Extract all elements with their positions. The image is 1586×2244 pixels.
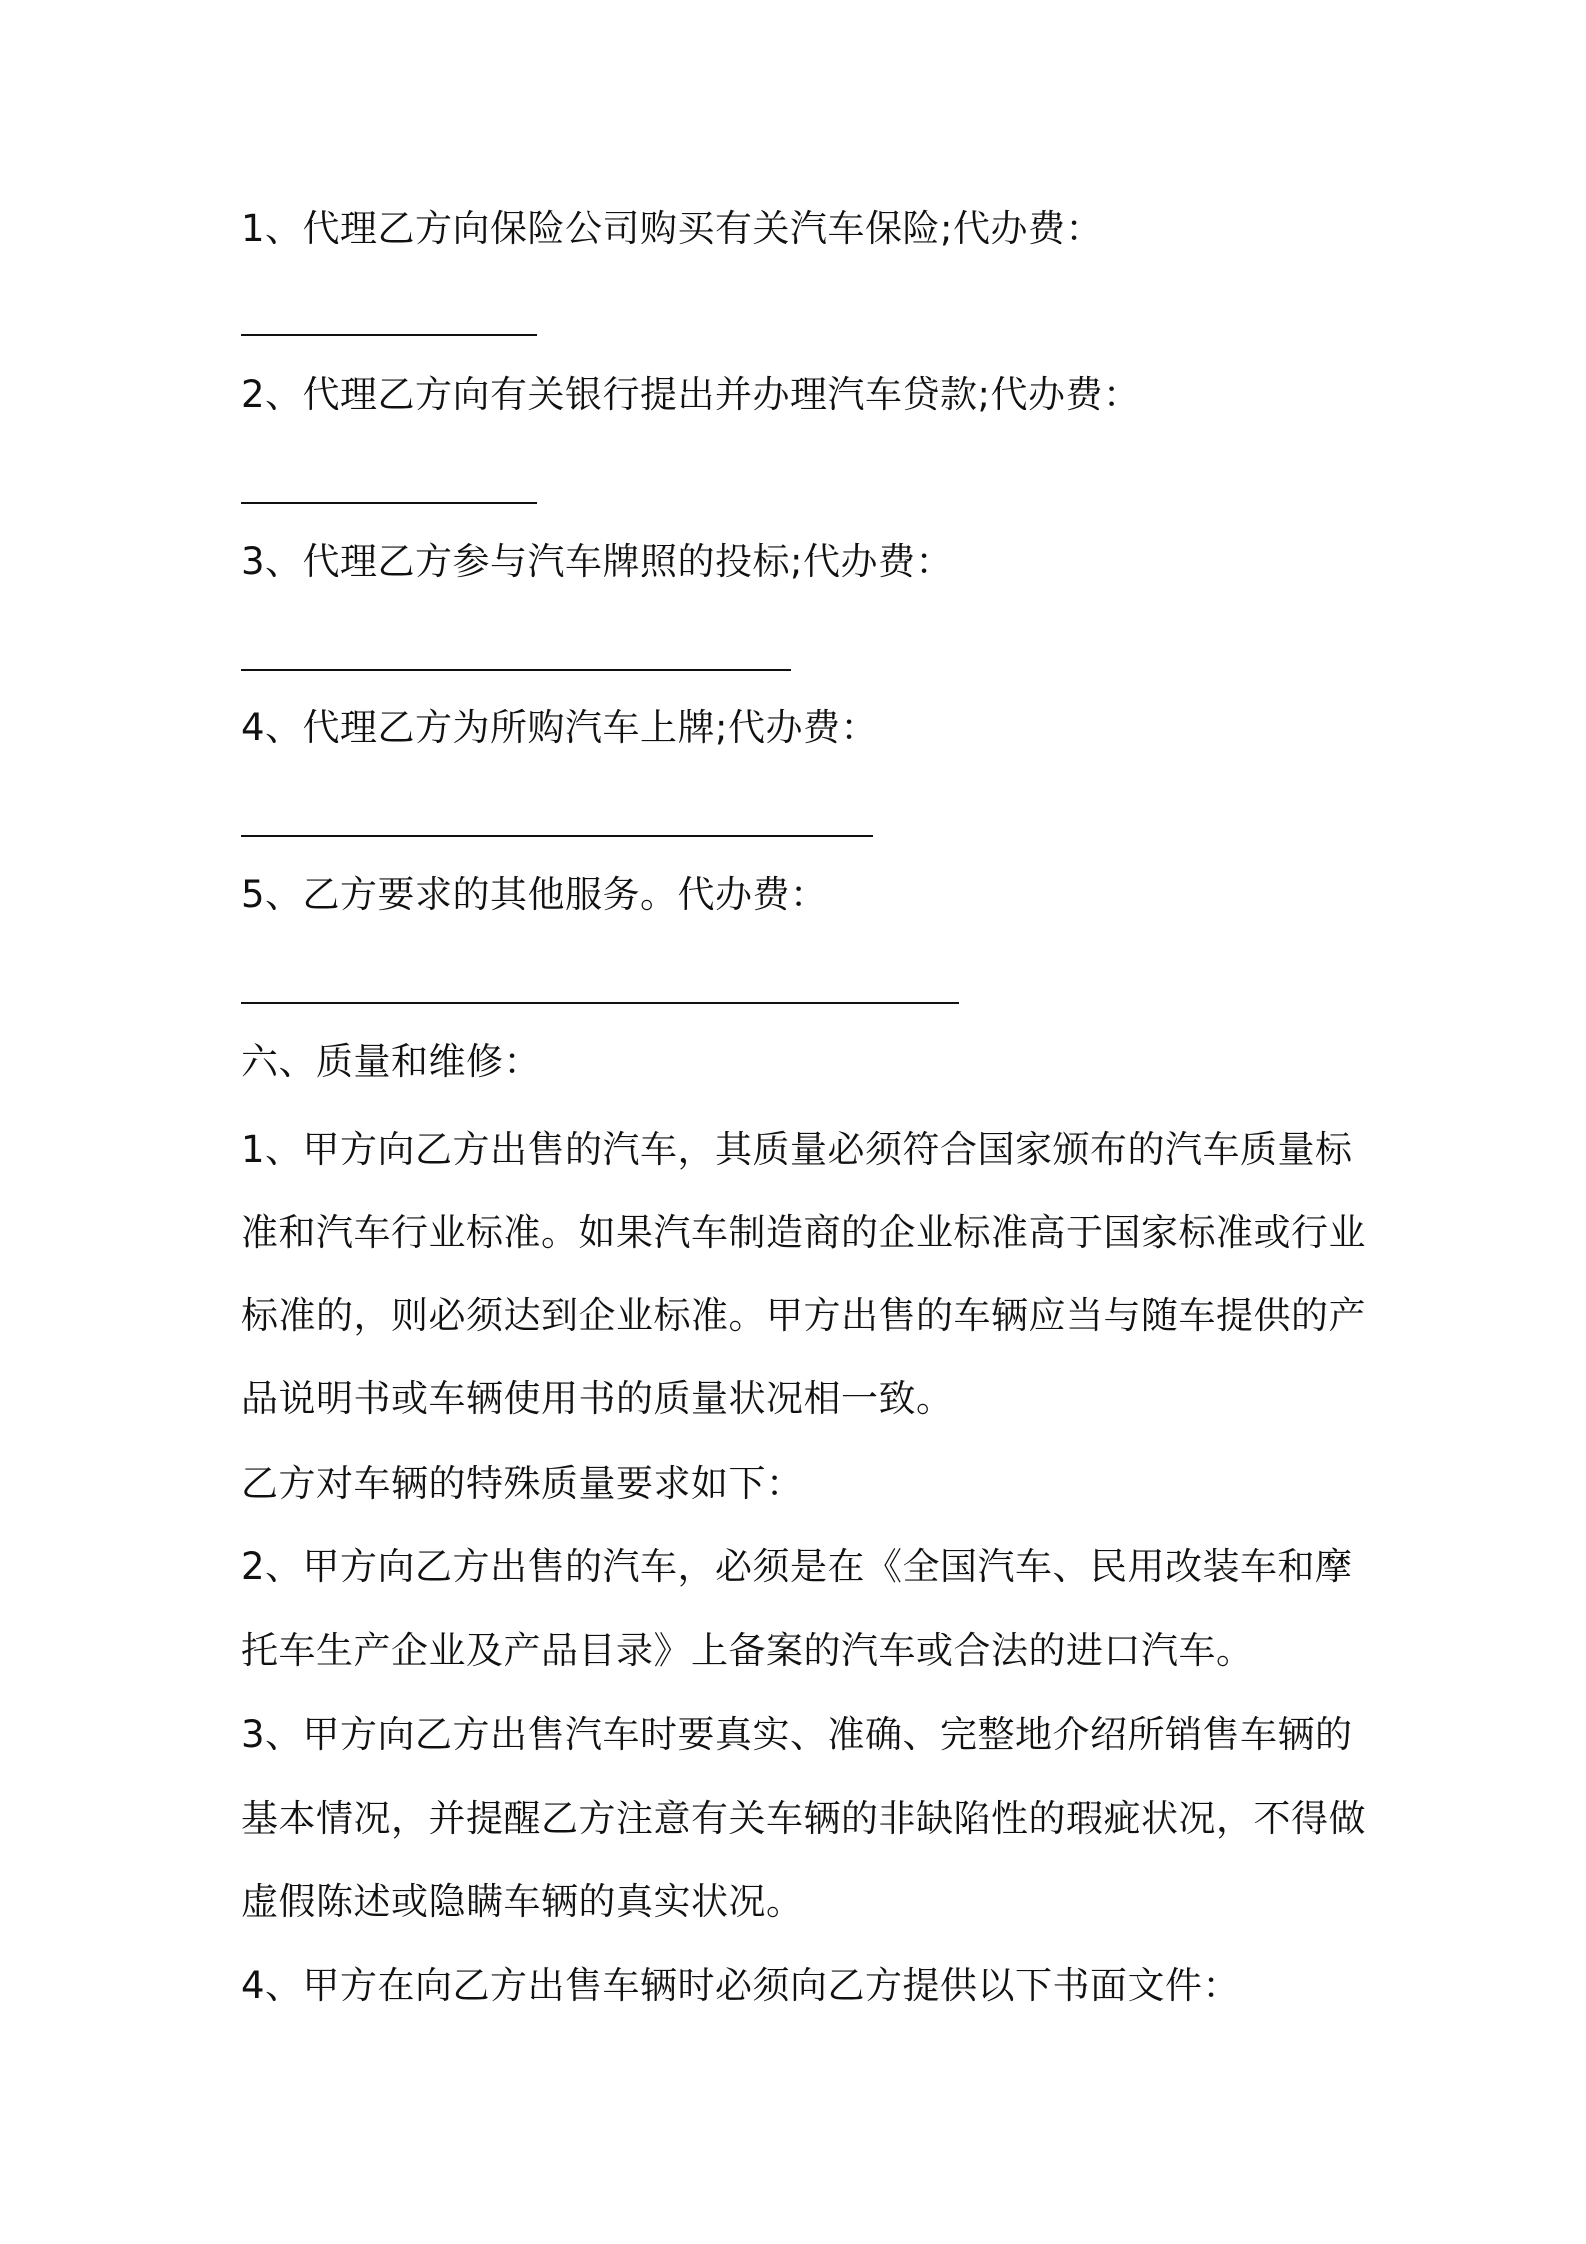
clause-3-line-3: 虚假陈述或隐瞒车辆的真实状况。 [241, 1880, 804, 1923]
service-item-4: 4、代理乙方为所购汽车上牌;代办费： [241, 706, 879, 749]
service-item-2: 2、代理乙方向有关银行提出并办理汽车贷款;代办费： [241, 373, 1141, 416]
clause-1-line-2: 准和汽车行业标准。如果汽车制造商的企业标准高于国家标准或行业 [241, 1211, 1366, 1254]
clause-3-line-1: 3、甲方向乙方出售汽车时要真实、准确、完整地介绍所销售车辆的 [241, 1713, 1353, 1756]
clause-4: 4、甲方在向乙方出售车辆时必须向乙方提供以下书面文件： [241, 1964, 1241, 2007]
clause-1-line-3: 标准的，则必须达到企业标准。甲方出售的车辆应当与随车提供的产 [241, 1294, 1366, 1337]
clause-2-line-1: 2、甲方向乙方出售的汽车，必须是在《全国汽车、民用改装车和摩 [241, 1545, 1353, 1588]
service-item-5: 5、乙方要求的其他服务。代办费： [241, 873, 828, 916]
section-six-heading: 六、质量和维修： [241, 1040, 541, 1083]
fee-blank-5 [241, 1002, 959, 1004]
special-requirements: 乙方对车辆的特殊质量要求如下： [241, 1462, 804, 1505]
service-item-3: 3、代理乙方参与汽车牌照的投标;代办费： [241, 540, 954, 583]
service-item-1: 1、代理乙方向保险公司购买有关汽车保险;代办费： [241, 207, 1104, 250]
fee-blank-1 [241, 334, 537, 336]
fee-blank-2 [241, 502, 537, 504]
clause-2-line-2: 托车生产企业及产品目录》上备案的汽车或合法的进口汽车。 [241, 1629, 1254, 1672]
clause-1-line-4: 品说明书或车辆使用书的质量状况相一致。 [241, 1377, 954, 1420]
clause-3-line-2: 基本情况，并提醒乙方注意有关车辆的非缺陷性的瑕疵状况，不得做 [241, 1797, 1366, 1840]
fee-blank-4 [241, 835, 873, 837]
clause-1-line-1: 1、甲方向乙方出售的汽车，其质量必须符合国家颁布的汽车质量标 [241, 1128, 1353, 1171]
fee-blank-3 [241, 669, 791, 671]
